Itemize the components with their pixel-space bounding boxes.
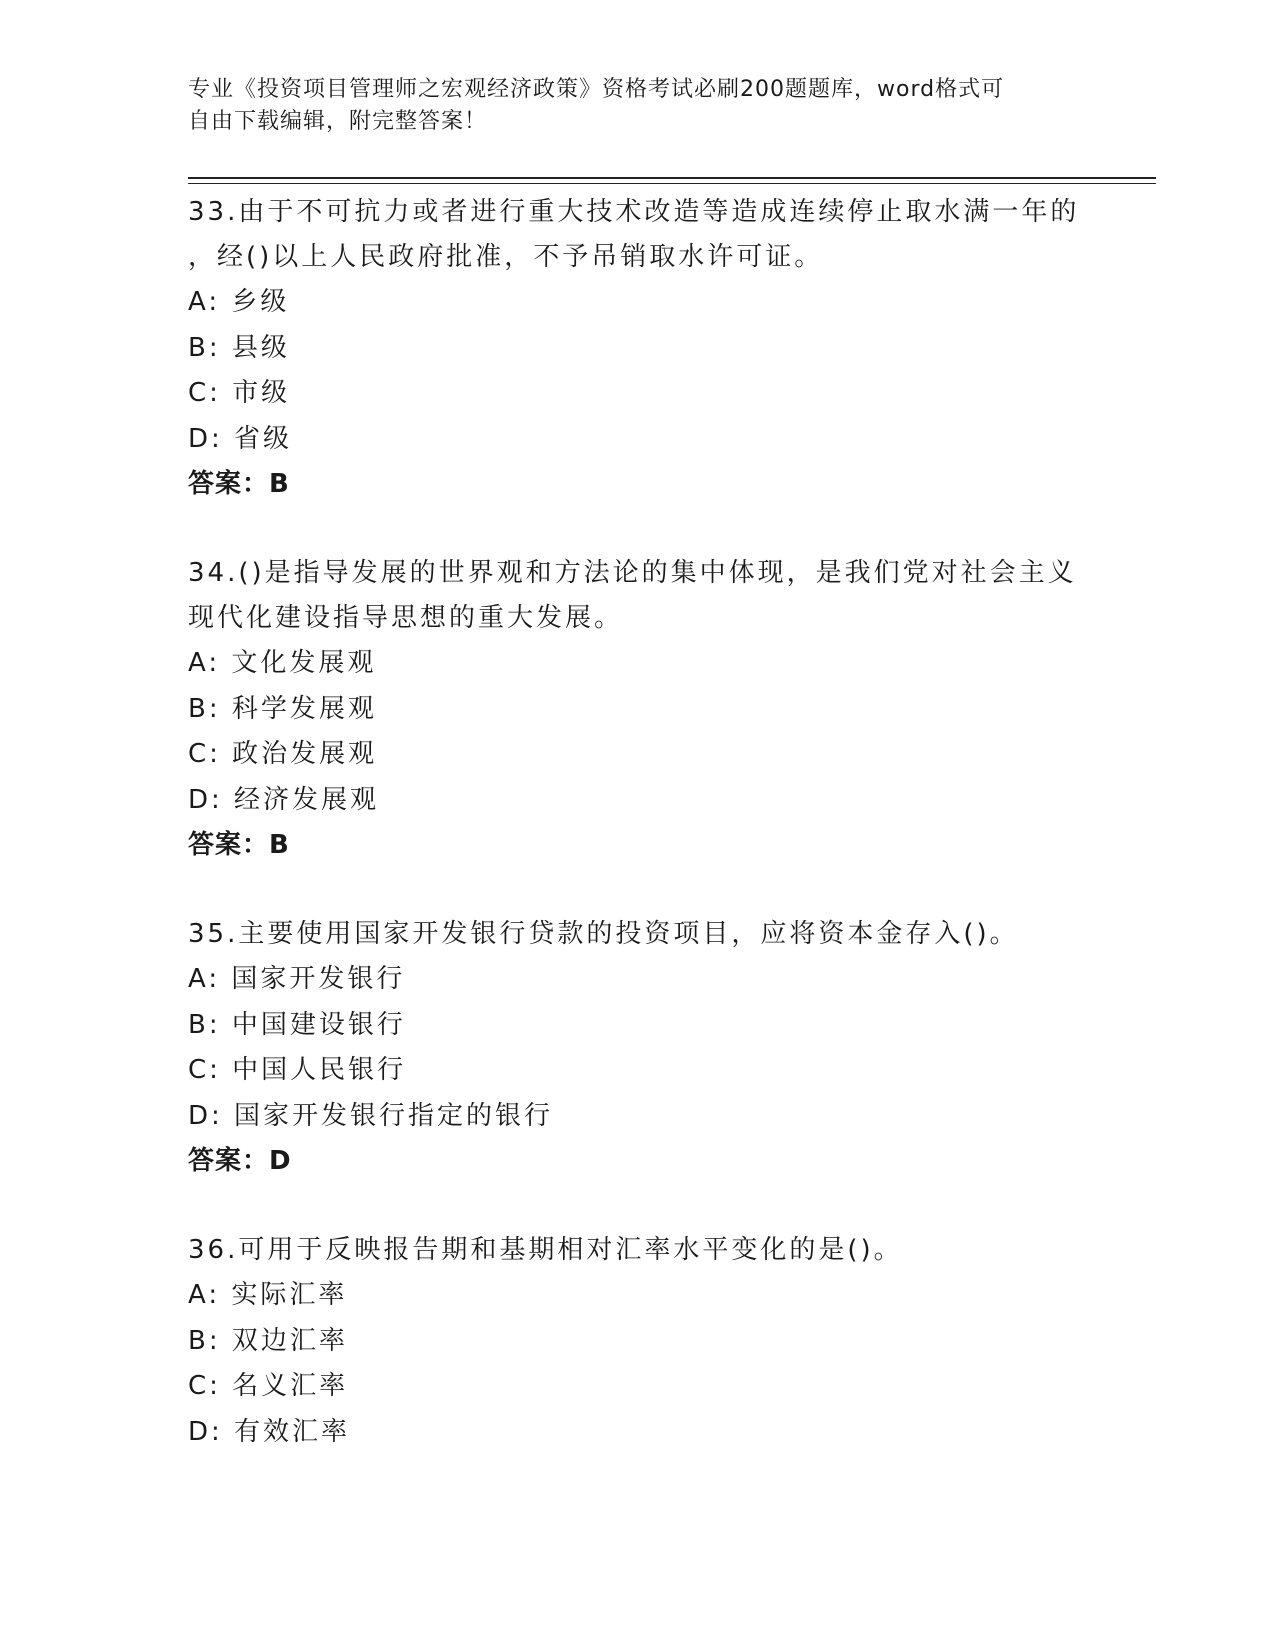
question-list: [188, 190, 1108, 1499]
answer: 答案：D: [188, 1146, 292, 1176]
option-b: B: 双边汇率: [188, 1325, 348, 1356]
header-line-2: 自由下载编辑，附完整答案！: [188, 109, 488, 134]
option-b: B: 中国建设银行: [188, 1009, 406, 1040]
question-35: [188, 912, 1108, 1184]
option-c: C: 中国人民银行: [188, 1055, 407, 1085]
option-a: A: 乡级: [188, 287, 290, 317]
option-a: A: 文化发展观: [188, 648, 377, 678]
option-b: B: 县级: [188, 332, 290, 363]
option-a: A: 实际汇率: [188, 1280, 348, 1310]
question-stem-line: 现代化建设指导思想的重大发展。: [188, 603, 624, 633]
question-stem-line: 36.可用于反映报告期和基期相对汇率水平变化的是()。: [188, 1235, 903, 1265]
option-b: B: 科学发展观: [188, 693, 377, 724]
header-divider: [188, 177, 1156, 184]
question-stem: [188, 551, 1108, 641]
option-c: C: 名义汇率: [188, 1371, 349, 1401]
question-36: [188, 1228, 1108, 1455]
option-c: C: 政治发展观: [188, 739, 378, 769]
question-stem: [188, 1228, 1108, 1273]
question-stem-line: ，经()以上人民政府批准，不予吊销取水许可证。: [188, 242, 824, 272]
option-d: D: 经济发展观: [188, 784, 380, 815]
question-34: [188, 551, 1108, 868]
question-stem-line: 33.由于不可抗力或者进行重大技术改造等造成连续停止取水满一年的: [188, 197, 1080, 227]
option-d: D: 国家开发银行指定的银行: [188, 1100, 554, 1131]
header-line-1: 专业《投资项目管理师之宏观经济政策》资格考试必刷200题题库，word格式可: [188, 77, 1005, 102]
question-stem: [188, 190, 1108, 280]
option-d: D: 省级: [188, 423, 293, 454]
answer: 答案：B: [188, 469, 290, 499]
question-stem: [188, 912, 1108, 957]
option-d: D: 有效汇率: [188, 1416, 351, 1447]
question-stem-line: 34.()是指导发展的世界观和方法论的集中体现，是我们党对社会主义: [188, 558, 1077, 588]
answer: 答案：B: [188, 830, 290, 860]
question-33: [188, 190, 1108, 507]
option-a: A: 国家开发银行: [188, 964, 406, 994]
document-header: [188, 74, 1088, 138]
option-c: C: 市级: [188, 378, 291, 408]
question-stem-line: 35.主要使用国家开发银行贷款的投资项目，应将资本金存入()。: [188, 919, 1019, 949]
